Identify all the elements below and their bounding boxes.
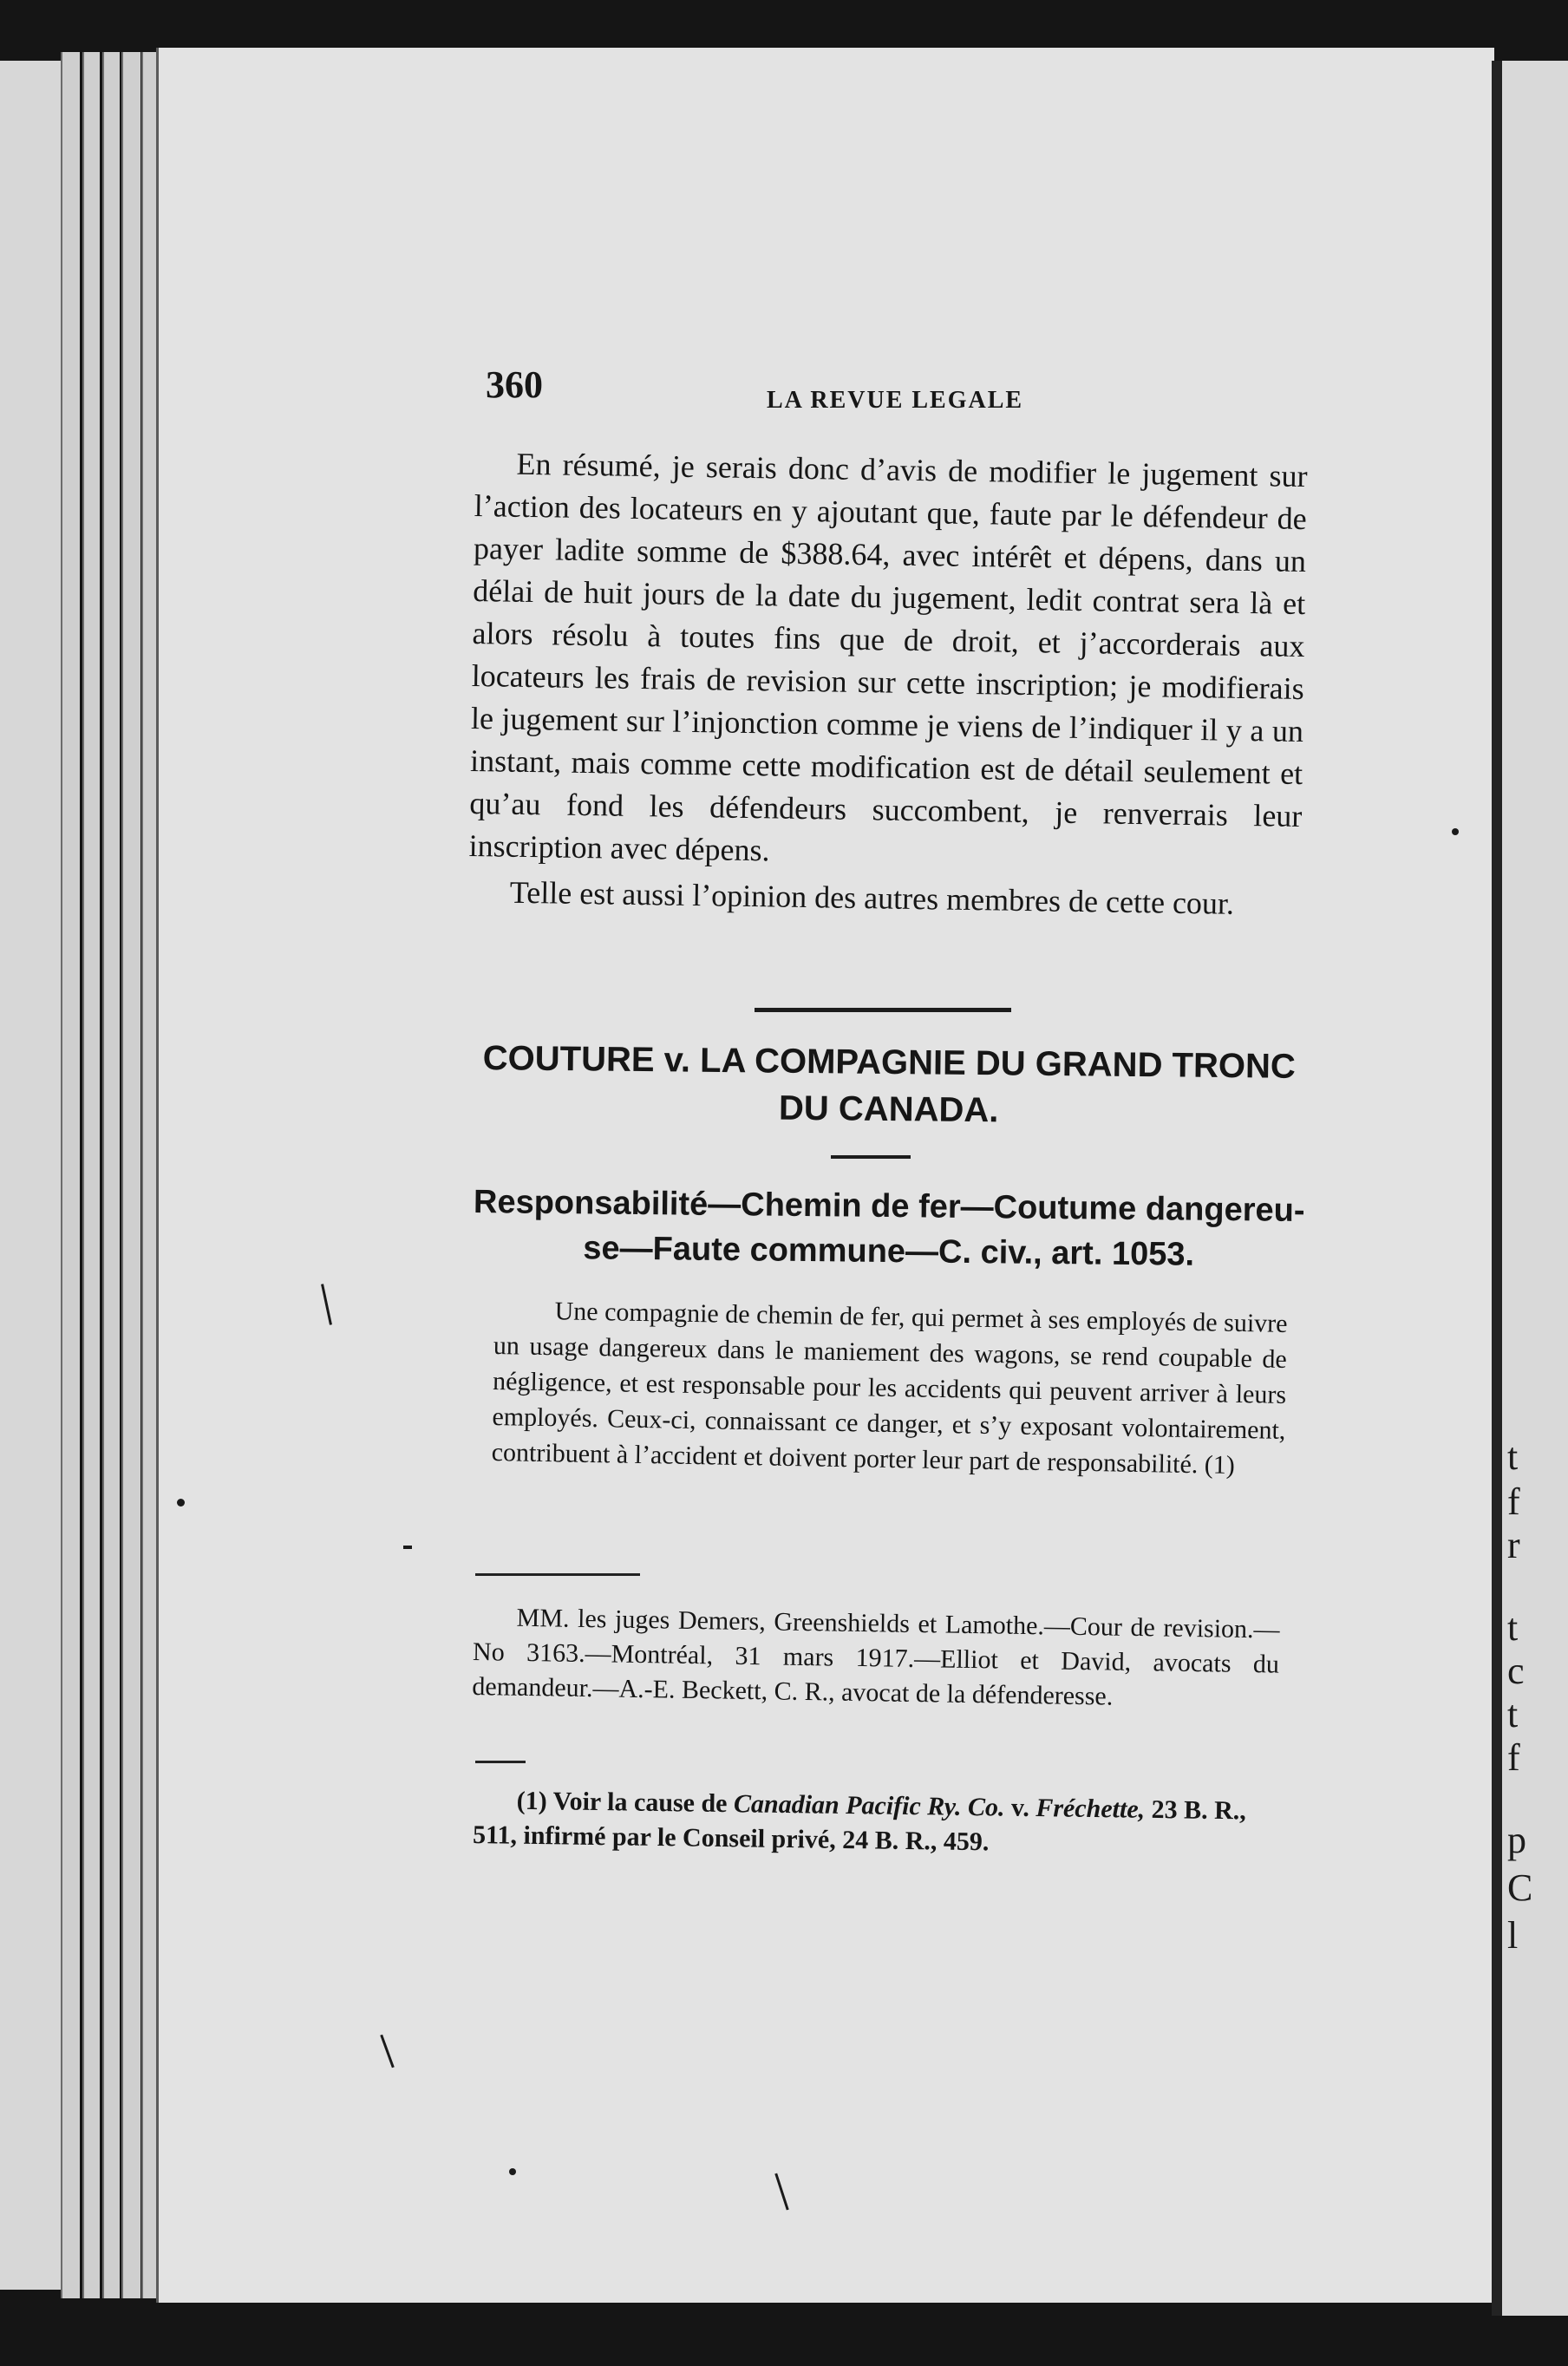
title-divider xyxy=(831,1155,911,1159)
headnote-divider xyxy=(475,1573,640,1576)
case-title-line: COUTURE v. LA COMPAGNIE DU GRAND TRONC xyxy=(482,1039,1297,1086)
case-title-line: DU CANADA. xyxy=(778,1088,999,1130)
court-details: MM. les juges Demers, Greenshields et Lamothe.—Cour de revision.—No 3163.—Montréal, 31 mars 1917.—Elliot et David, avocats du demandeur.—A.-E. Beckett, C. R., avocat de la défenderesse. xyxy=(472,1603,1280,1711)
subject-line: se—Faute commune—C. civ., art. 1053. xyxy=(583,1230,1195,1273)
scan-speck xyxy=(177,1499,185,1507)
facing-page-letter: f xyxy=(1507,1736,1520,1779)
scan-speck xyxy=(509,2168,516,2175)
facing-page-letter: l xyxy=(1507,1914,1519,1957)
facing-page-letter: r xyxy=(1507,1524,1520,1566)
headnote: Une compagnie de chemin de fer, qui permet à ses employés de suivre un usage dangereux dans le maniement des wagons, se rend coupable de négligence, et est responsable pour les accidents qui peuvent arriver à leurs employés. Ceux-ci, connaissant ce danger, et s’y exposant volontairement, contribuent à l’accident et doivent porter leur part de responsabilité. (1) xyxy=(491,1297,1288,1480)
subject-line: Responsabilité—Chemin de fer—Coutume dangereu- xyxy=(473,1183,1305,1230)
footnote-marker: (1) xyxy=(516,1786,547,1816)
scan-speck xyxy=(774,2173,788,2211)
facing-page-letter: t xyxy=(1507,1606,1519,1649)
judgment-text xyxy=(467,442,1307,926)
footnote-text: 23 B. R., 511, infirmé par le Conseil privé, 24 B. R., 459. xyxy=(472,1794,1247,1857)
scan-speck xyxy=(380,2035,394,2069)
paragraph: En résumé, je serais donc d’avis de modifier le jugement sur l’action des locateurs en y ajoutant que, faute par le défendeur de payer ladite somme de $388.64, avec intérêt et dépens, dans un délai de huit jours de la date du jugement, ledit contrat sera là et alors résolu à toutes fins que de droit, et j’accorderais aux locateurs les frais de revision sur cette inscription; je modifierais le jugement sur l’injonction comme je viens de l’indiquer il y a un instant, mais comme cette modification est de détail seulement et qu’au fond les défendeurs succombent, je renverrais leur inscription avec dépens. xyxy=(468,446,1308,868)
facing-page-letter: C xyxy=(1507,1866,1533,1909)
case-subject xyxy=(459,1180,1318,1278)
footnote-divider xyxy=(475,1761,526,1763)
footnote xyxy=(473,1783,1293,1864)
running-head: LA REVUE LEGALE xyxy=(767,387,1024,414)
paragraph: Telle est aussi l’opinion des autres membres de cette cour. xyxy=(509,874,1235,921)
scan-speck xyxy=(321,1284,332,1325)
footnote-versus: v. xyxy=(1010,1793,1030,1822)
facing-page-letter: p xyxy=(1507,1819,1526,1861)
scan-speck xyxy=(403,1546,412,1549)
page-number: 360 xyxy=(486,363,543,406)
facing-page-letter: f xyxy=(1507,1480,1520,1523)
footnote-case-name: Fréchette, xyxy=(1036,1794,1146,1824)
section-divider xyxy=(755,1008,1011,1012)
footnote-text: Voir la cause de xyxy=(552,1787,728,1819)
facing-page-letter: t xyxy=(1507,1435,1519,1478)
facing-page-letter: t xyxy=(1507,1693,1519,1735)
facing-page-letter: c xyxy=(1507,1650,1525,1692)
scan-speck xyxy=(1452,828,1459,835)
case-title xyxy=(467,1035,1310,1137)
footnote-case-name: Canadian Pacific Ry. Co. xyxy=(733,1789,1005,1822)
